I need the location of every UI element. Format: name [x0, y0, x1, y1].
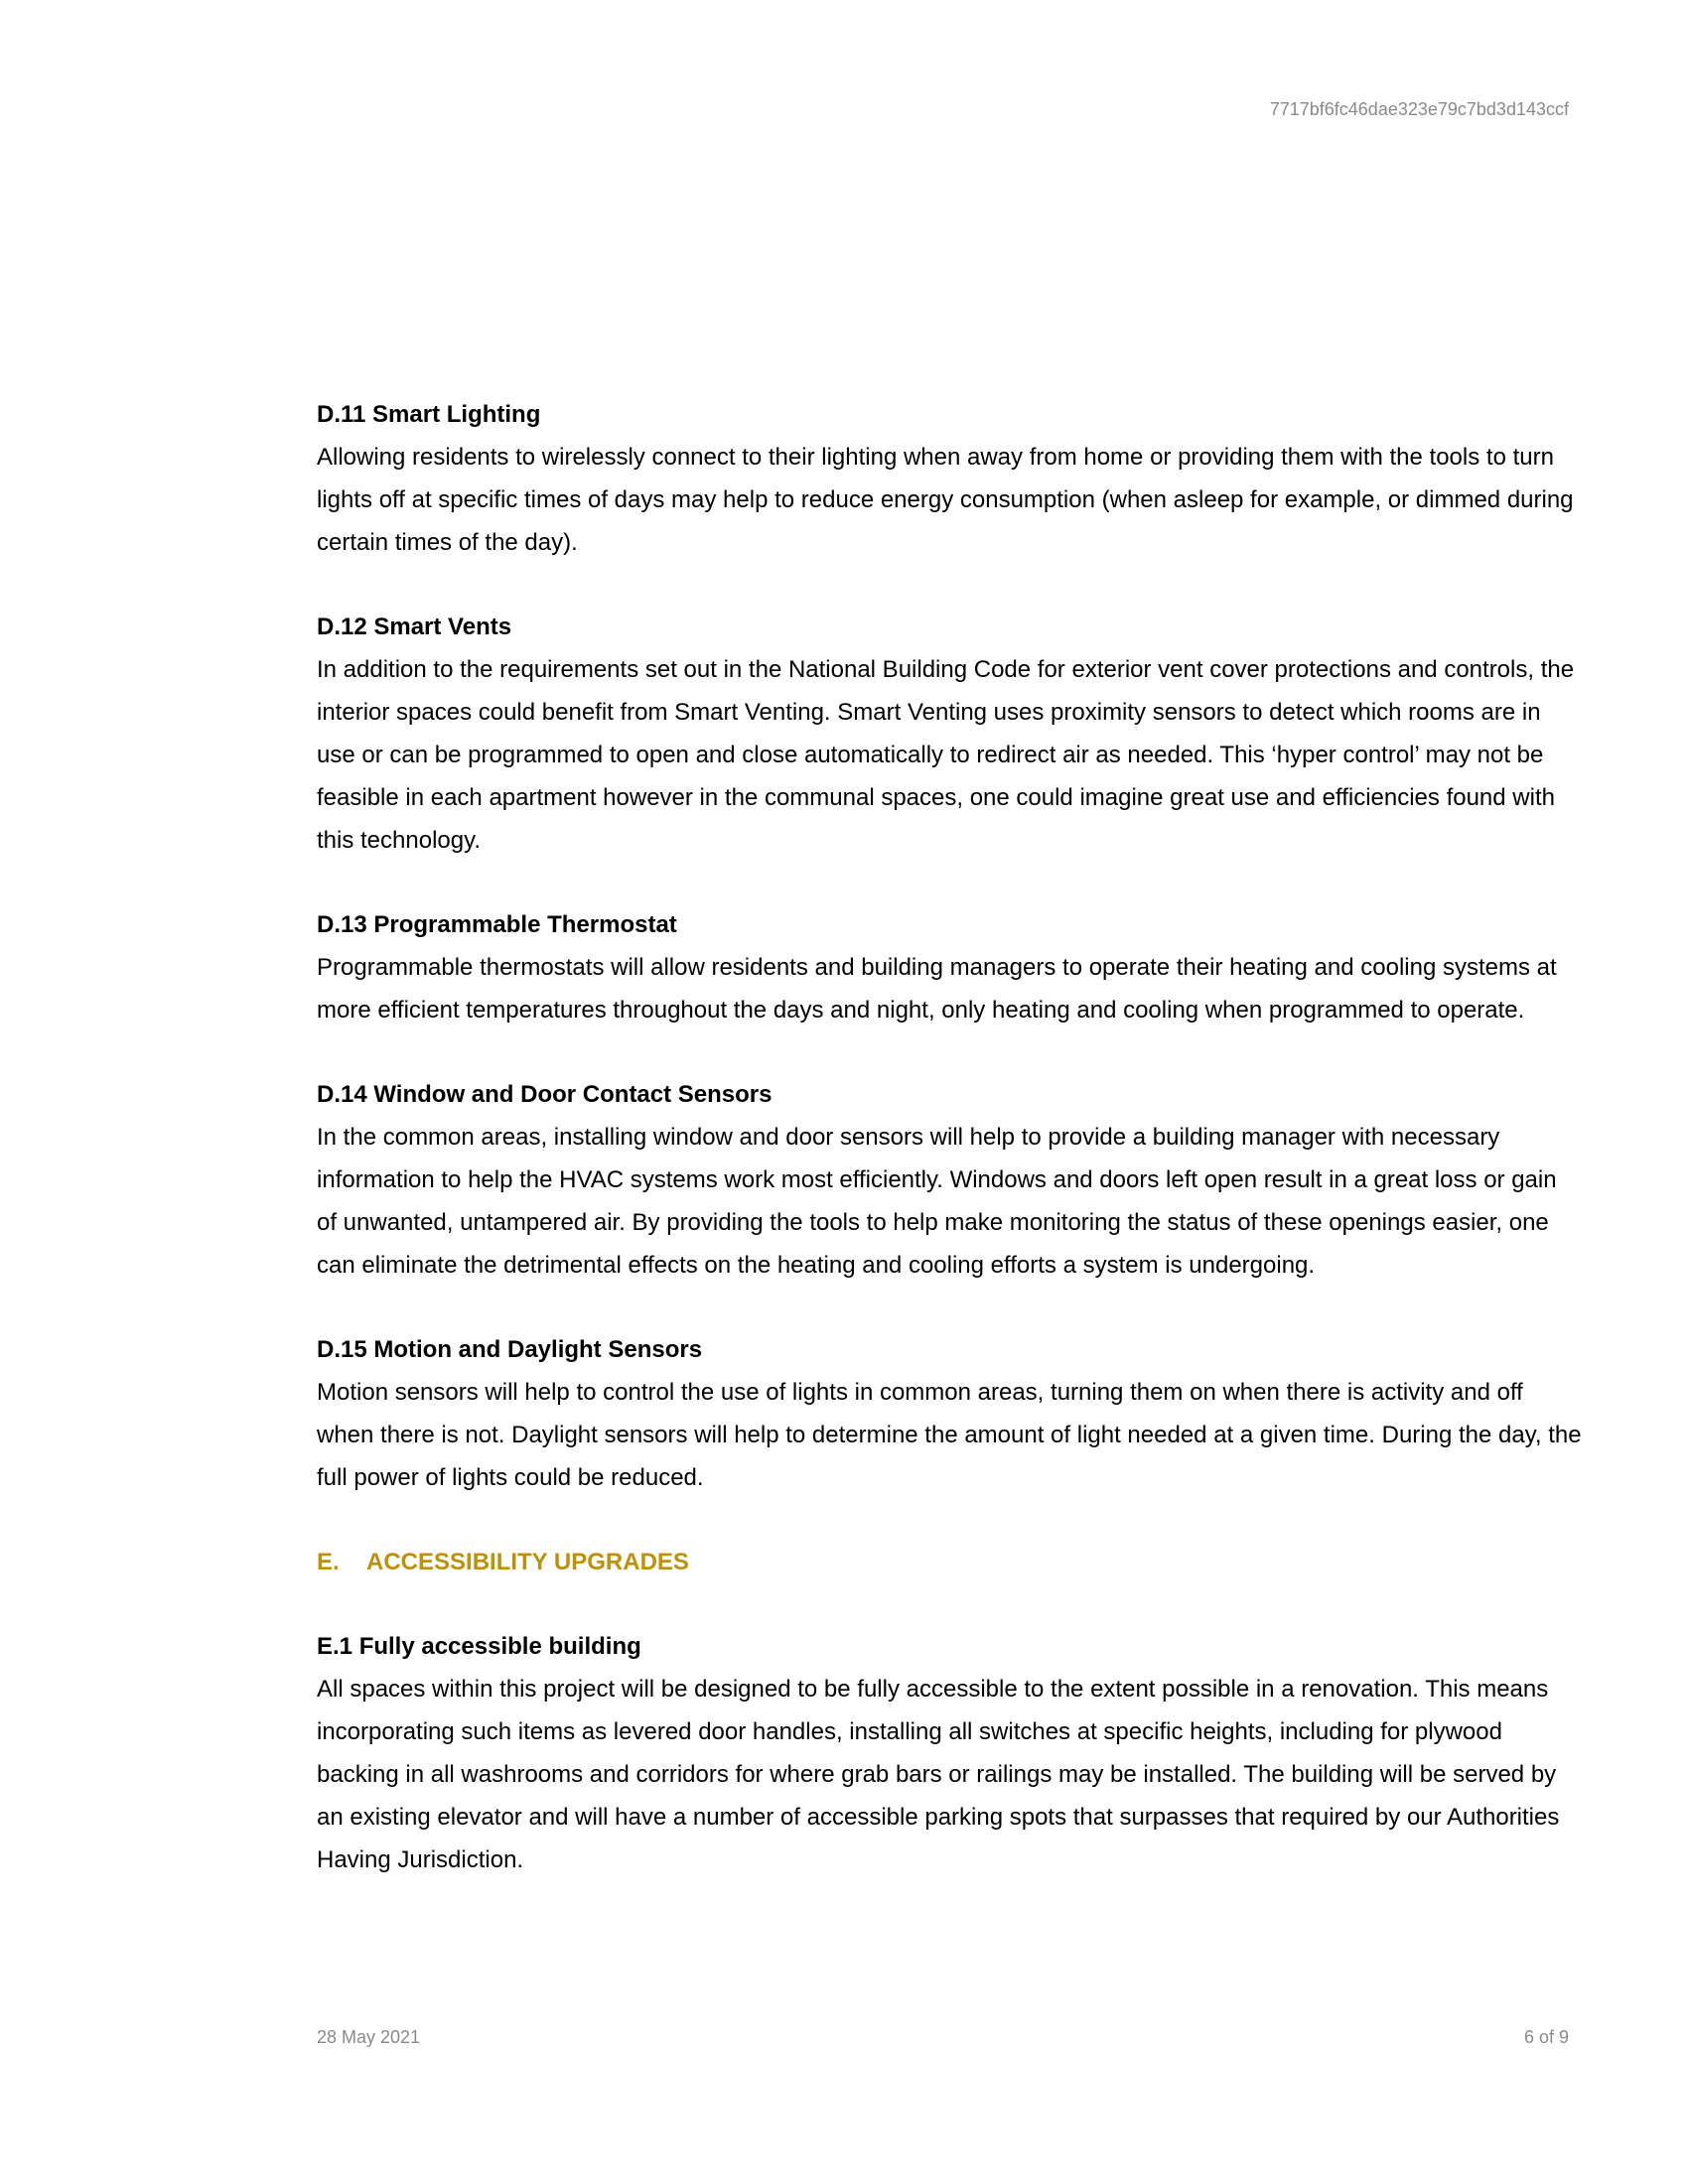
major-section-heading-e — [317, 1541, 1583, 1583]
section-heading: D.15 Motion and Daylight Sensors — [317, 1336, 703, 1363]
section-body: Allowing residents to wirelessly connect to their lighting when away from home or providing them with the tools to turn lights off at specific times of days may help to reduce energy consumption (when asleep for example, or dimmed during certain times of the day). — [317, 444, 1574, 556]
section-body: All spaces within this project will be designed to be fully accessible to the extent possible in a renovation. This means incorporating such items as levered door handles, installing all switches at specific heights, including for plywood backing in all washrooms and corridors for where grab bars or railings may be installed. The building will be served by an existing elevator and will have a number of accessible parking spots that surpasses that required by our Authorities Having Jurisdiction. — [317, 1676, 1560, 1873]
section-d14 — [317, 1073, 1583, 1287]
major-section-title: ACCESSIBILITY UPGRADES — [366, 1549, 689, 1575]
section-heading: E.1 Fully accessible building — [317, 1633, 641, 1660]
section-body: In addition to the requirements set out in the National Building Code for exterior vent cover protections and controls, the interior spaces could benefit from Smart Venting. Smart Venting uses proximity sensors to detect which rooms are in use or can be programmed to open and close automatically to redirect air as needed. This ‘hyper control’ may not be feasible in each apartment however in the communal spaces, one could imagine great use and efficiencies found with this technology. — [317, 656, 1575, 854]
section-d11 — [317, 393, 1583, 564]
document-content — [317, 393, 1583, 1923]
footer-date: 28 May 2021 — [317, 2027, 421, 2047]
section-d15 — [317, 1328, 1583, 1499]
section-body: In the common areas, installing window and door sensors will help to provide a building manager with necessary information to help the HVAC systems work most efficiently. Windows and doors left open result in a great loss or gain of unwanted, untampered air. By providing the tools to help make monitoring the status of these openings easier, one can eliminate the detrimental effects on the heating and cooling efforts a system is undergoing. — [317, 1124, 1557, 1279]
footer-page-number: 6 of 9 — [1523, 2027, 1569, 2047]
section-d12 — [317, 606, 1583, 862]
section-body: Motion sensors will help to control the use of lights in common areas, turning them on when there is activity and off when there is not. Daylight sensors will help to determine the amount of light needed at a given time. During the day, the full power of lights could be reduced. — [317, 1379, 1582, 1491]
section-heading: D.14 Window and Door Contact Sensors — [317, 1081, 773, 1108]
section-e1 — [317, 1625, 1583, 1881]
section-heading: D.13 Programmable Thermostat — [317, 911, 677, 938]
section-d13 — [317, 903, 1583, 1031]
major-section-number: E. — [317, 1549, 340, 1575]
section-body: Programmable thermostats will allow residents and building managers to operate their heating and cooling systems at more efficient temperatures throughout the days and night, only heating and cooling when programmed to operate. — [317, 954, 1557, 1024]
section-heading: D.11 Smart Lighting — [317, 401, 541, 428]
document-id: 7717bf6fc46dae323e79c7bd3d143ccf — [1269, 99, 1569, 119]
section-heading: D.12 Smart Vents — [317, 614, 512, 640]
